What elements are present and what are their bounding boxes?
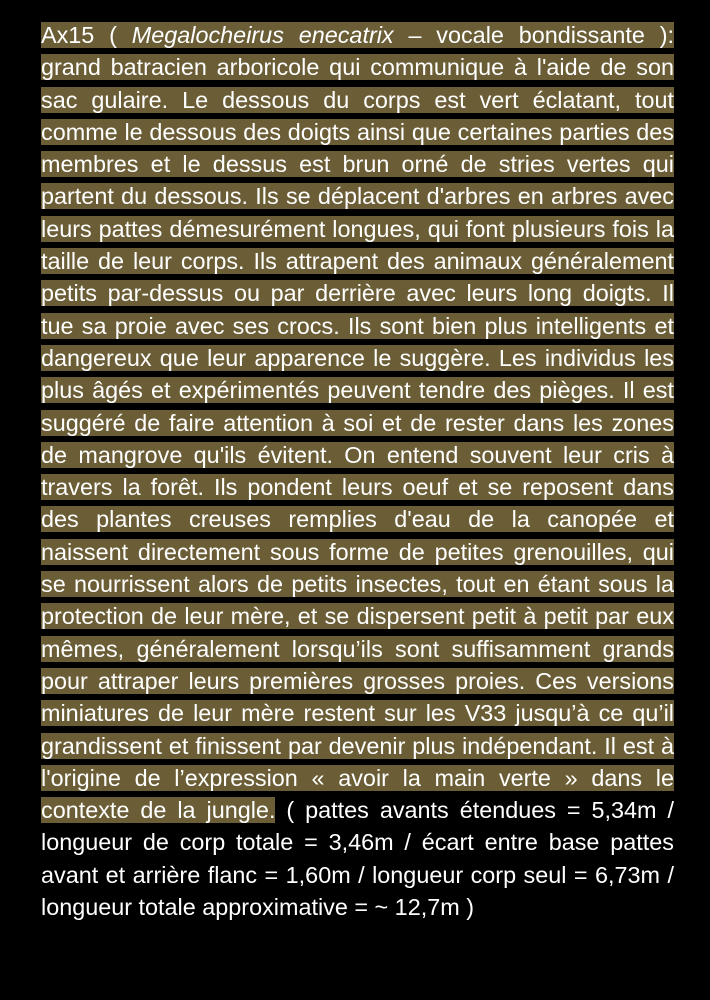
description-text: grand batracien arboricole qui communique à l'aide de son sac gulaire. Le dessous du corps est vert éclatant, tout comme le dessous des doigts ainsi que certaines parties des membres et le dessus est brun orné de stries vertes qui partent du dessous. Ils se déplacent d'arbres en arbres avec leurs pattes démesurément longues, qui font plusieurs fois la taille de leur corps. Ils attrapent des animaux généralement petits par-dessus ou par derrière avec leurs long doigts. Il tue sa proie avec ses crocs. Ils sont bien plus intelligents et dangereux que leur apparence le suggère. Les individus les plus âgés et expérimentés peuvent tendre des pièges. Il est suggéré de faire attention à soi et de rester dans les zones de mangrove qu'ils évitent. On entend souvent leur cris à travers la forêt. Ils pondent leurs oeuf et se reposent dans des plantes creuses remplies d'eau de la canopée et naissent directement sous forme de petites grenouilles, qui se nourrissent alors de petits insectes, tout en étant sous la protection de leur mère, et se dispersent petit à petit par eux mêmes, généralement lorsqu’ils sont suffisamment grands pour attraper leurs premières grosses proies. Ces versions miniatures de leur mère restent sur les V33 jusqu’à ce qu’il grandissent et finissent par devenir plus indépendant. Il est à l'origine de l’expression « avoir la main verte » dans le contexte de la jungle. bbox=[41, 54, 674, 824]
species-name: Megalocheirus enecatrix bbox=[131, 22, 394, 48]
measurements-text: ( pattes avants étendues = 5,34m / longueur de corp totale = 3,46m / écart entre base pattes avant et arrière flanc = 1,60m / longueur corp seul = 6,73m / longueur totale approximative = ~ 12,7m ) bbox=[41, 797, 674, 921]
entry-code: Ax15 ( bbox=[41, 22, 132, 48]
common-name: – vocale bondissante ): bbox=[393, 22, 674, 48]
highlighted-description bbox=[41, 22, 674, 823]
creature-entry-paragraph bbox=[41, 19, 674, 923]
